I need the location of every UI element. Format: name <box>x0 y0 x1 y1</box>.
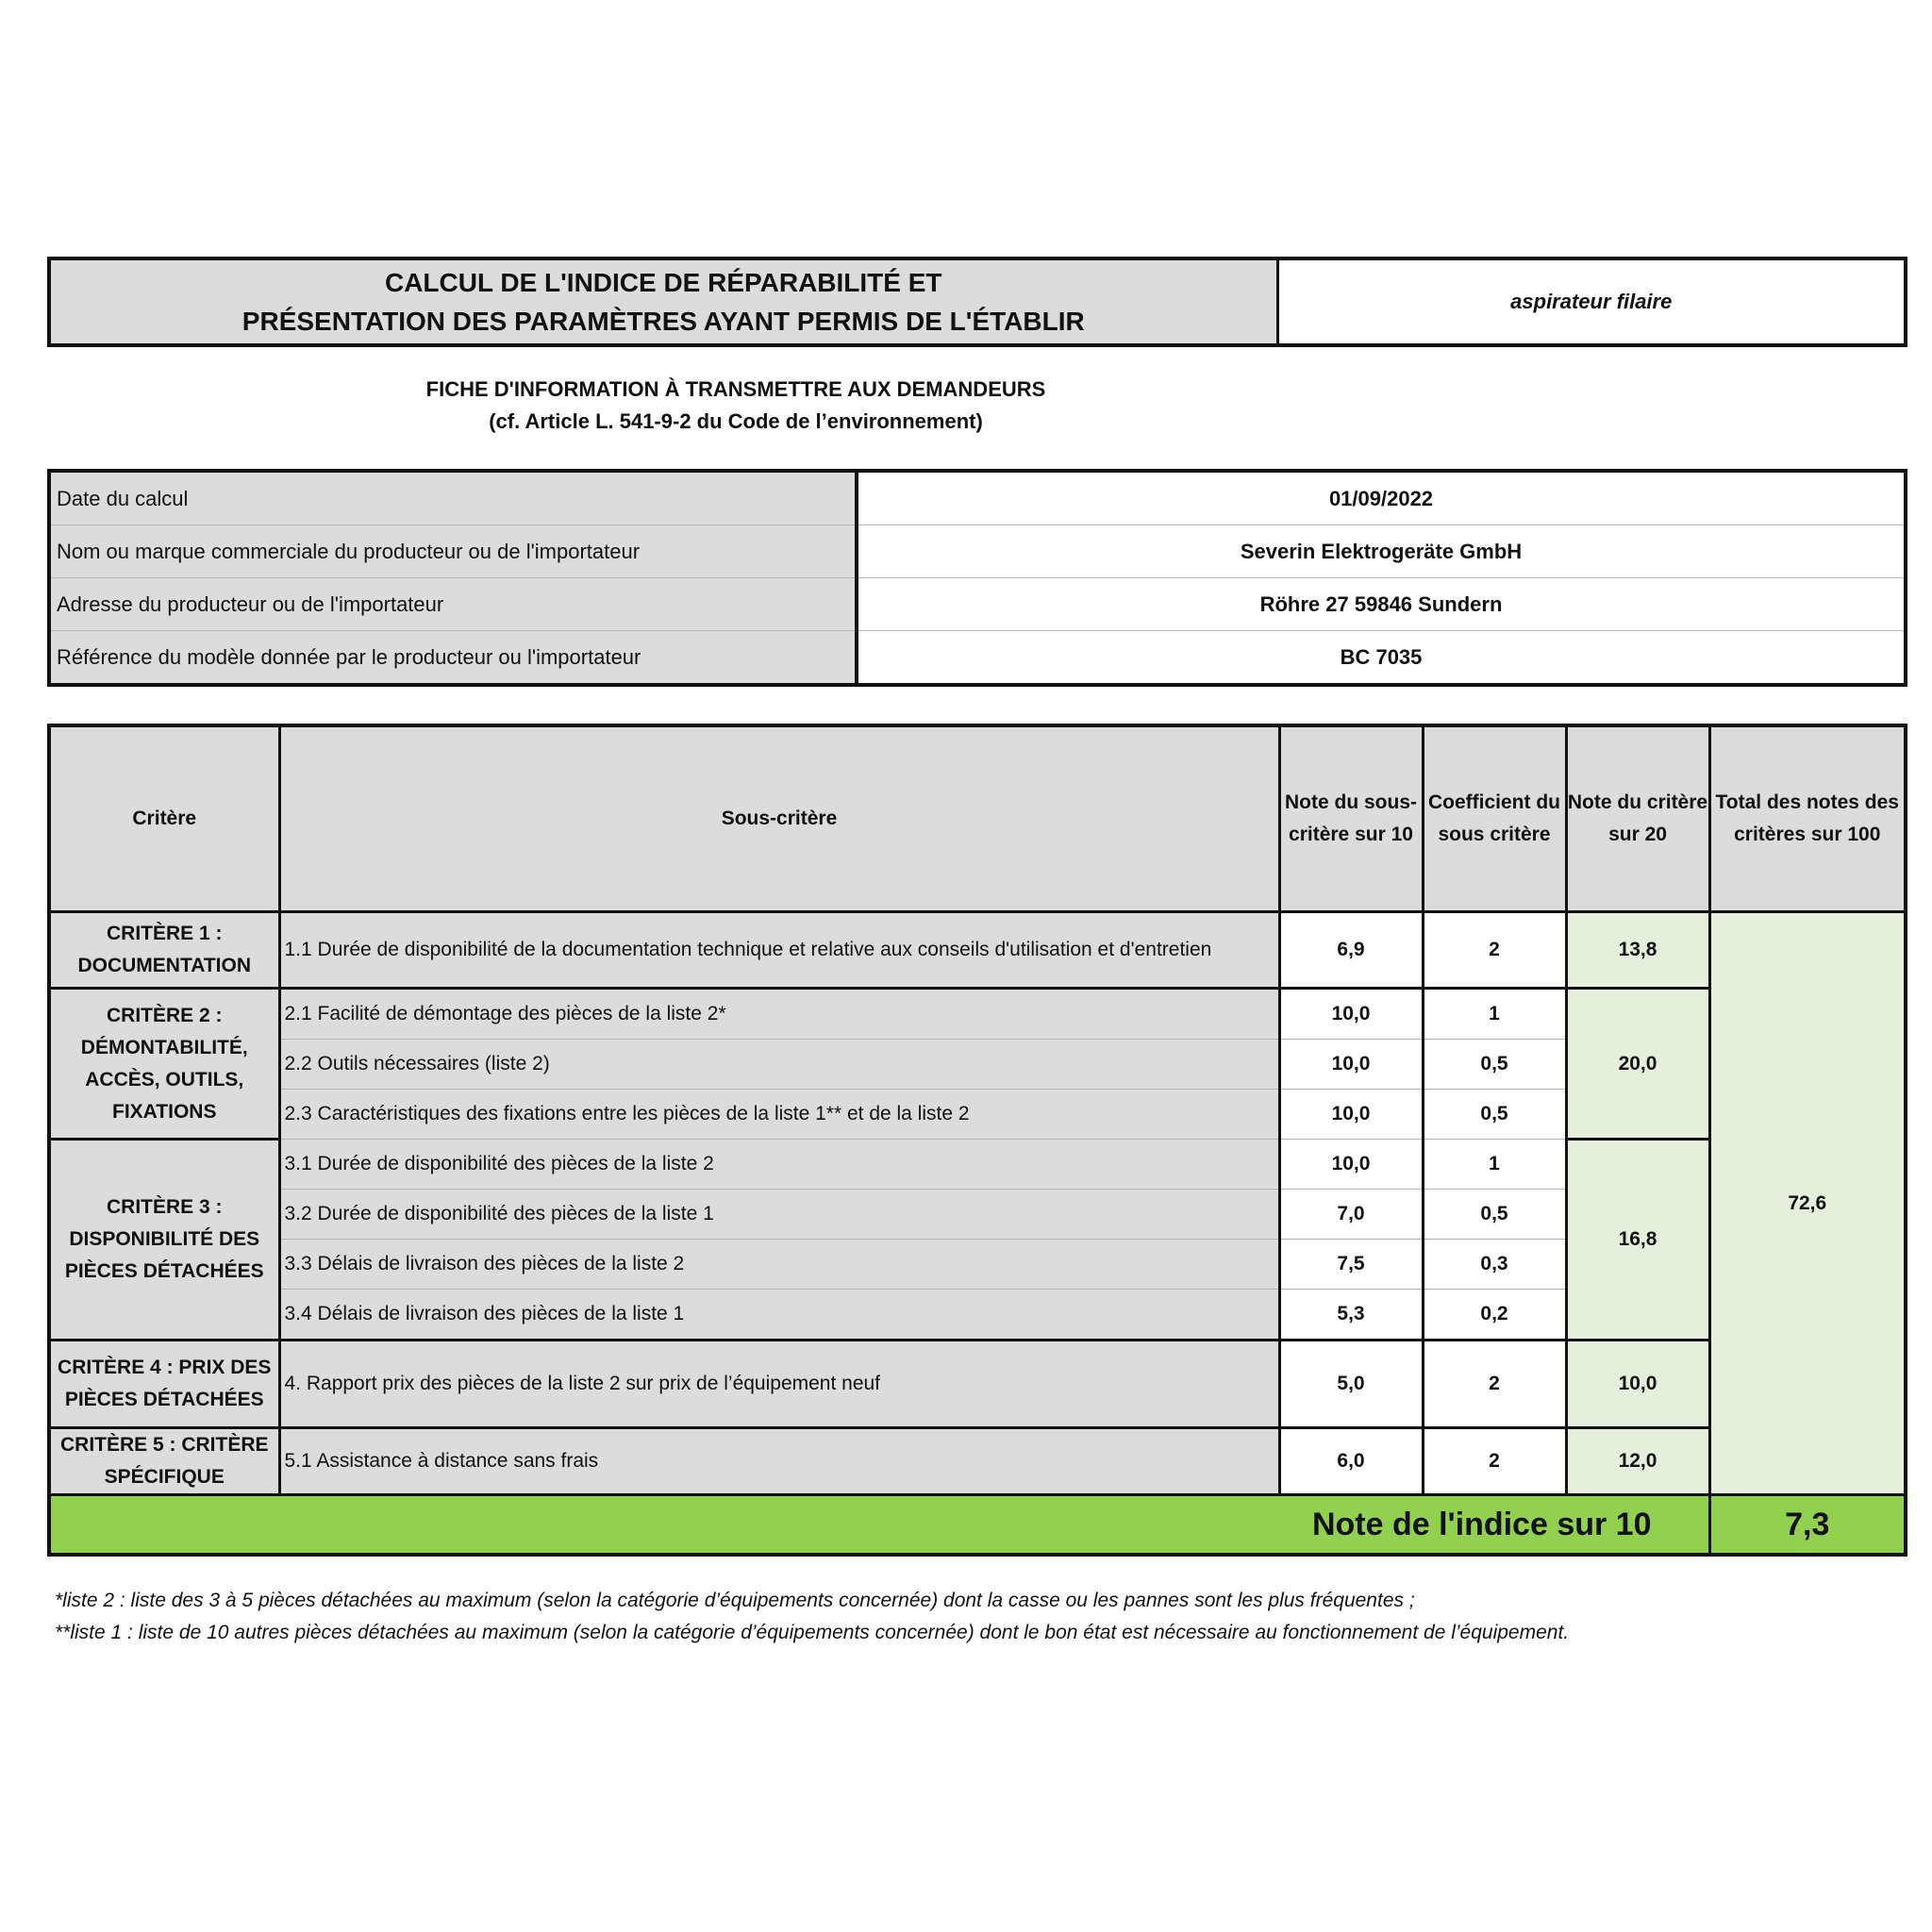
sub-criterion-coefficient: 1 <box>1423 989 1566 1040</box>
criterion-name: CRITÈRE 5 : CRITÈRE SPÉCIFIQUE <box>49 1428 279 1495</box>
criterion-note: 12,0 <box>1566 1428 1709 1495</box>
sub-criterion-coefficient: 1 <box>1423 1140 1566 1190</box>
title-line-2: PRÉSENTATION DES PARAMÈTRES AYANT PERMIS DE L'ÉTABLIR <box>242 307 1085 336</box>
sub-criterion-coefficient: 2 <box>1423 912 1566 989</box>
sub-criterion-note: 10,0 <box>1279 989 1423 1040</box>
info-value: BC 7035 <box>857 631 1906 686</box>
info-row <box>49 525 1906 578</box>
sub-criterion-coefficient: 0,5 <box>1423 1190 1566 1240</box>
info-row <box>49 578 1906 631</box>
sub-criterion-note: 6,0 <box>1279 1428 1423 1495</box>
total-score: 72,6 <box>1709 912 1906 1495</box>
sub-criterion-label: 3.1 Durée de disponibilité des pièces de la liste 2 <box>279 1140 1279 1190</box>
product-category: aspirateur filaire <box>1277 258 1906 345</box>
sub-criterion-label: 2.2 Outils nécessaires (liste 2) <box>279 1040 1279 1090</box>
subtitle-line-2: (cf. Article L. 541-9-2 du Code de l’environnement) <box>489 409 983 433</box>
score-row <box>49 1140 1906 1190</box>
info-value: Severin Elektrogeräte GmbH <box>857 525 1906 578</box>
sub-criterion-note: 5,3 <box>1279 1290 1423 1341</box>
score-row <box>49 1341 1906 1428</box>
header-table <box>47 257 1907 347</box>
info-label: Référence du modèle donnée par le producteur ou l'importateur <box>49 631 857 686</box>
subtitle <box>283 374 1189 438</box>
subtitle-line-1: FICHE D'INFORMATION À TRANSMETTRE AUX DEMANDEURS <box>425 377 1046 401</box>
score-table <box>47 724 1907 1557</box>
score-row <box>49 989 1906 1040</box>
producer-info-table <box>47 469 1907 687</box>
sub-criterion-coefficient: 0,5 <box>1423 1090 1566 1140</box>
criterion-name: CRITÈRE 1 : DOCUMENTATION <box>49 912 279 989</box>
sub-criterion-note: 7,5 <box>1279 1240 1423 1290</box>
final-score-value: 7,3 <box>1709 1495 1906 1556</box>
sub-criterion-label: 3.2 Durée de disponibilité des pièces de la liste 1 <box>279 1190 1279 1240</box>
info-row <box>49 631 1906 686</box>
final-score-label: Note de l'indice sur 10 <box>49 1495 1709 1556</box>
criterion-note: 20,0 <box>1566 989 1709 1140</box>
score-row <box>49 912 1906 989</box>
info-value: Röhre 27 59846 Sundern <box>857 578 1906 631</box>
sub-criterion-coefficient: 0,3 <box>1423 1240 1566 1290</box>
sub-criterion-note: 10,0 <box>1279 1090 1423 1140</box>
header-critere: Critère <box>49 725 279 912</box>
sub-criterion-label: 5.1 Assistance à distance sans frais <box>279 1428 1279 1495</box>
title-line-1: CALCUL DE L'INDICE DE RÉPARABILITÉ ET <box>384 268 942 297</box>
criterion-name: CRITÈRE 3 : DISPONIBILITÉ DES PIÈCES DÉTACHÉES <box>49 1140 279 1341</box>
sub-criterion-coefficient: 0,2 <box>1423 1290 1566 1341</box>
sub-criterion-label: 3.3 Délais de livraison des pièces de la liste 2 <box>279 1240 1279 1290</box>
header-coefficient: Coefficient du sous critère <box>1423 725 1566 912</box>
footnote-liste-2: *liste 2 : liste des 3 à 5 pièces détachées au maximum (selon la catégorie d’équipements concernée) dont la casse ou les pannes sont les plus fréquentes ; <box>55 1590 1415 1611</box>
sub-criterion-coefficient: 2 <box>1423 1341 1566 1428</box>
sub-criterion-note: 6,9 <box>1279 912 1423 989</box>
sub-criterion-label: 4. Rapport prix des pièces de la liste 2 sur prix de l’équipement neuf <box>279 1341 1279 1428</box>
sub-criterion-note: 5,0 <box>1279 1341 1423 1428</box>
criterion-note: 13,8 <box>1566 912 1709 989</box>
info-value: 01/09/2022 <box>857 471 1906 525</box>
header-total: Total des notes des critères sur 100 <box>1709 725 1906 912</box>
document-title <box>49 258 1277 345</box>
criterion-note: 10,0 <box>1566 1341 1709 1428</box>
sub-criterion-label: 2.1 Facilité de démontage des pièces de la liste 2* <box>279 989 1279 1040</box>
sub-criterion-note: 10,0 <box>1279 1040 1423 1090</box>
criterion-name: CRITÈRE 2 : DÉMONTABILITÉ, ACCÈS, OUTILS, FIXATIONS <box>49 989 279 1140</box>
footnote-liste-1: **liste 1 : liste de 10 autres pièces détachées au maximum (selon la catégorie d’équipements concernée) dont le bon état est nécessaire au fonctionnement de l’équipement. <box>55 1622 1570 1643</box>
sub-criterion-coefficient: 2 <box>1423 1428 1566 1495</box>
score-row <box>49 1428 1906 1495</box>
final-score-row <box>49 1495 1906 1556</box>
sub-criterion-coefficient: 0,5 <box>1423 1040 1566 1090</box>
header-note-sous-critere: Note du sous-critère sur 10 <box>1279 725 1423 912</box>
info-label: Nom ou marque commerciale du producteur ou de l'importateur <box>49 525 857 578</box>
info-row <box>49 471 1906 525</box>
sub-criterion-note: 7,0 <box>1279 1190 1423 1240</box>
sub-criterion-label: 2.3 Caractéristiques des fixations entre les pièces de la liste 1** et de la liste 2 <box>279 1090 1279 1140</box>
info-label: Date du calcul <box>49 471 857 525</box>
info-label: Adresse du producteur ou de l'importateur <box>49 578 857 631</box>
sub-criterion-note: 10,0 <box>1279 1140 1423 1190</box>
criterion-note: 16,8 <box>1566 1140 1709 1341</box>
sub-criterion-label: 1.1 Durée de disponibilité de la documentation technique et relative aux conseils d'utilisation et d'entretien <box>279 912 1279 989</box>
footnotes <box>55 1585 1904 1649</box>
criterion-name: CRITÈRE 4 : PRIX DES PIÈCES DÉTACHÉES <box>49 1341 279 1428</box>
header-note-critere: Note du critère sur 20 <box>1566 725 1709 912</box>
header-sous-critere: Sous-critère <box>279 725 1279 912</box>
sub-criterion-label: 3.4 Délais de livraison des pièces de la liste 1 <box>279 1290 1279 1341</box>
